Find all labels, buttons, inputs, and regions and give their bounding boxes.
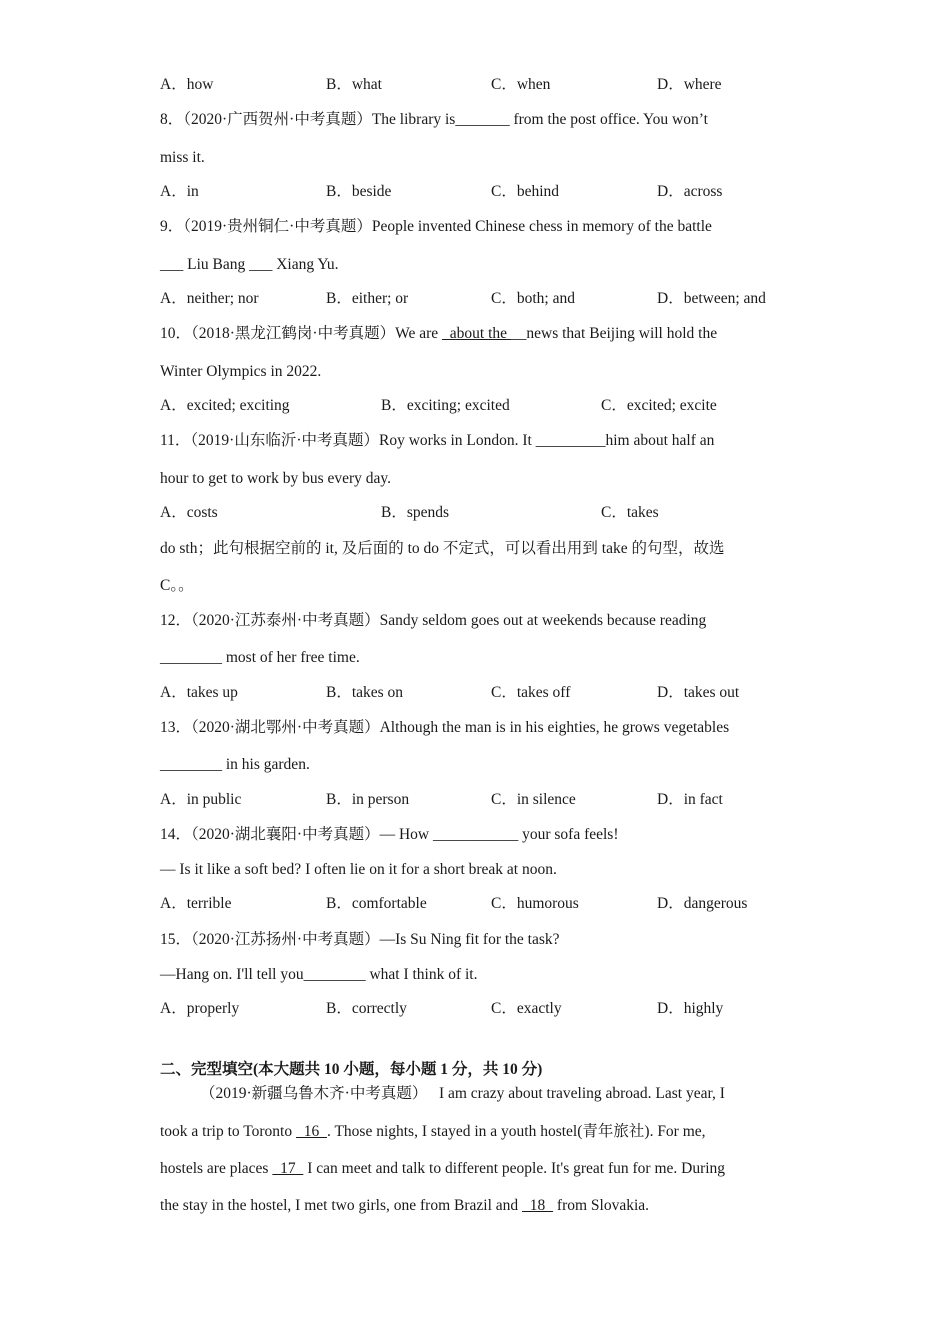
q15-stem-cont: —Hang on. I'll tell you________ what I think of it.	[160, 966, 478, 983]
q11-stem-cont: hour to get to work by bus every day.	[160, 470, 392, 487]
q7-option-a: A．how	[160, 76, 214, 93]
q12-option-a: A．takes up	[160, 684, 238, 701]
q12-option-b: B．takes on	[326, 684, 404, 701]
q8-options	[160, 182, 800, 202]
q8-option-a: A．in	[160, 183, 199, 200]
q7-options	[160, 75, 800, 95]
q12-stem-cont: ________ most of her free time.	[160, 649, 360, 666]
q15-options	[160, 999, 800, 1019]
q14-option-b: B．comfortable	[326, 895, 427, 912]
q9-stem: 9．（2019·贵州铜仁·中考真题）People invented Chinese chess in memory of the battle	[160, 218, 712, 235]
q13-option-a: A．in public	[160, 791, 242, 808]
q14-stem: 14．（2020·湖北襄阳·中考真题）— How ___________ your sofa feels!	[160, 826, 619, 843]
q10-stem	[160, 324, 717, 344]
q13-stem-cont: ________ in his garden.	[160, 756, 310, 773]
q11-explanation: do sth；此句根据空前的 it, 及后面的 to do 不定式，可以看出用到 take 的句型，故选	[160, 540, 725, 557]
cloze-paragraph-line-1: （2019·新疆乌鲁木齐·中考真题） I am crazy about traveling abroad. Last year, I	[200, 1085, 725, 1102]
cloze-paragraph-line-3	[160, 1159, 725, 1179]
q8-option-b: B．beside	[326, 183, 392, 200]
q15-option-c: C．exactly	[491, 1000, 562, 1017]
cloze-text: the stay in the hostel, I met two girls, one from Brazil and	[160, 1197, 523, 1214]
q11-option-b: B．spends	[381, 504, 450, 521]
q8-option-d: D．across	[657, 183, 723, 200]
q9-option-b: B．either; or	[326, 290, 409, 307]
cloze-paragraph-line-2	[160, 1122, 706, 1142]
q11-explanation-cont: C。。	[160, 577, 194, 594]
cloze-paragraph-line-4	[160, 1196, 649, 1216]
q15-option-d: D．highly	[657, 1000, 724, 1017]
q9-stem-cont: ___ Liu Bang ___ Xiang Yu.	[160, 256, 339, 273]
q14-stem-cont: — Is it like a soft bed? I often lie on it for a short break at noon.	[160, 861, 557, 878]
q12-options	[160, 683, 800, 703]
q14-option-c: C．humorous	[491, 895, 579, 912]
section-heading: 二、完型填空(本大题共 10 小题，每小题 1 分，共 10 分)	[160, 1061, 543, 1078]
q7-option-b: B．what	[326, 76, 382, 93]
q10-stem-cont: Winter Olympics in 2022.	[160, 363, 322, 380]
q12-stem: 12．（2020·江苏泰州·中考真题）Sandy seldom goes out at weekends because reading	[160, 612, 707, 629]
q7-option-d: D．where	[657, 76, 722, 93]
cloze-text: took a trip to Toronto	[160, 1123, 296, 1140]
q8-option-c: C．behind	[491, 183, 560, 200]
q14-option-a: A．terrible	[160, 895, 232, 912]
cloze-text: hostels are places	[160, 1160, 273, 1177]
q10-stem-part1: 10．（2018·黑龙江鹤岗·中考真题）We are	[160, 325, 443, 342]
q13-option-b: B．in person	[326, 791, 410, 808]
q14-options	[160, 894, 800, 914]
cloze-text: I can meet and talk to different people. It's great fun for me. During	[303, 1160, 726, 1177]
q10-options	[160, 396, 800, 416]
q15-stem: 15．（2020·江苏扬州·中考真题）—Is Su Ning fit for the task?	[160, 931, 560, 948]
cloze-text: from Slovakia.	[553, 1197, 650, 1214]
q12-option-d: D．takes out	[657, 684, 740, 701]
q11-stem: 11．（2019·山东临沂·中考真题）Roy works in London. It _________him about half an	[160, 432, 715, 449]
q12-option-c: C．takes off	[491, 684, 571, 701]
q15-option-a: A．properly	[160, 1000, 240, 1017]
q7-option-c: C．when	[491, 76, 551, 93]
q13-option-d: D．in fact	[657, 791, 723, 808]
blank-17: 17	[272, 1160, 304, 1177]
q10-option-a: A．excited; exciting	[160, 397, 290, 414]
q9-options	[160, 289, 800, 309]
q10-option-c: C．excited; excite	[601, 397, 717, 414]
q13-options	[160, 790, 800, 810]
q11-option-c: C．takes	[601, 504, 659, 521]
blank-16: 16	[295, 1123, 327, 1140]
q11-option-a: A．costs	[160, 504, 218, 521]
q9-option-a: A．neither; nor	[160, 290, 259, 307]
q15-option-b: B．correctly	[326, 1000, 407, 1017]
q8-stem: 8．（2020·广西贺州·中考真题）The library is_______ from the post office. You won’t	[160, 111, 708, 128]
blank-18: 18	[522, 1197, 554, 1214]
q11-options	[160, 503, 800, 523]
q14-option-d: D．dangerous	[657, 895, 748, 912]
q9-option-c: C．both; and	[491, 290, 575, 307]
q10-stem-part3: __news that Beijing will hold the	[510, 325, 718, 342]
q10-blank-1: _about the	[442, 325, 511, 342]
q10-option-b: B．exciting; excited	[381, 397, 510, 414]
q13-stem: 13．（2020·湖北鄂州·中考真题）Although the man is in his eighties, he grows vegetables	[160, 719, 730, 736]
cloze-text: . Those nights, I stayed in a youth hostel(青年旅社). For me,	[326, 1123, 706, 1140]
q13-option-c: C．in silence	[491, 791, 576, 808]
q9-option-d: D．between; and	[657, 290, 766, 307]
q8-stem-cont: miss it.	[160, 149, 205, 166]
